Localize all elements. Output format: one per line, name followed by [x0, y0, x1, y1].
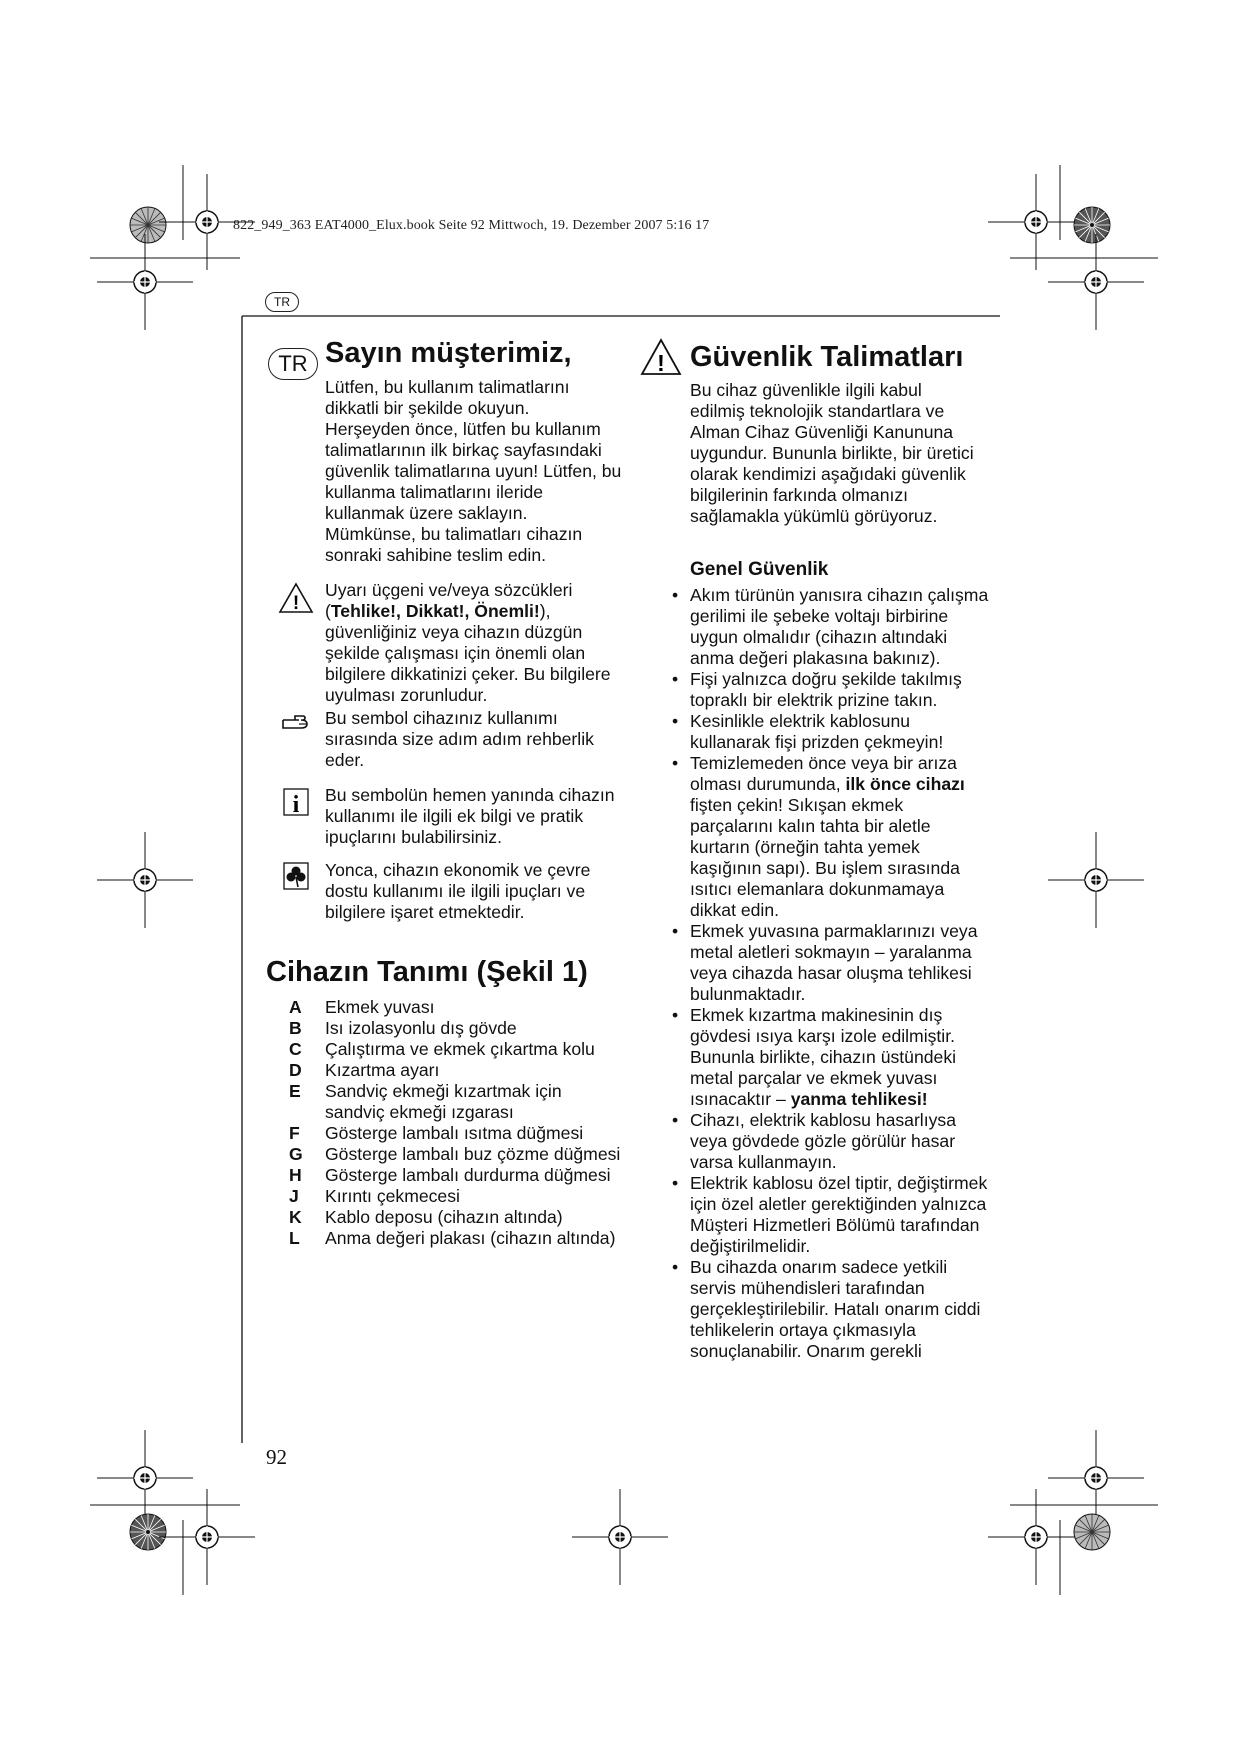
clover-icon — [283, 862, 309, 890]
safety-intro: Bu cihaz güvenlikle ilgili kabul edilmiş teknolojik standartlara ve Alman Cihaz Güvenliği Kanununa uygundur. Bununla birlikte, bir üretici olarak kendimizi aşağıdaki güvenlik bilgilerinin farkında olmanızı sağlamakla yükümlü görüyoruz. — [690, 380, 974, 526]
svg-text:!: ! — [292, 593, 300, 614]
intro-paragraph-2: Herşeyden önce, lütfen bu kullanım talimatlarının ilk birkaç sayfasındaki güvenlik talimatlarına uyun! Lütfen, bu kullanma talimatlarını ileride kullanmak üzere saklayın. Mümkünse, bu talimatları cihazın sonraki sahibine teslim edin. — [325, 419, 622, 565]
parts-list-item: L Anma değeri plakası (cihazın altında) — [289, 1228, 616, 1248]
clover-symbol-text: Yonca, cihazın ekonomik ve çevre dostu kullanımı ile ilgili ipuçları ve bilgilere işaret etmektedir. — [325, 860, 591, 922]
safety-bullet: • Cihazı, elektrik kablosu hasarlıysa veya gövdede gözle görülür hasar varsa kullanmayın. — [690, 1110, 990, 1173]
parts-list-item: F Gösterge lambalı ısıtma düğmesi — [289, 1123, 584, 1143]
svg-text:!: ! — [657, 350, 665, 376]
safety-bullet: • Kesinlikle elektrik kablosunu kullanarak fişi prizden çekmeyin! — [690, 711, 990, 753]
parts-list-item: A Ekmek yuvası — [289, 997, 435, 1017]
warning-triangle-icon — [640, 338, 682, 376]
info-symbol-text: Bu sembolün hemen yanında cihazın kullanımı ile ilgili ek bilgi ve pratik ipuçlarını bulabilirsiniz. — [325, 785, 615, 847]
parts-list — [289, 997, 623, 1249]
parts-list-item: J Kırıntı çekmecesi — [289, 1186, 460, 1206]
parts-list-item: D Kızartma ayarı — [289, 1060, 440, 1080]
parts-list-item: E Sandviç ekmeği kızartmak için sandviç ekmeği ızgarası — [289, 1081, 562, 1122]
hand-symbol-text: Bu sembol cihazınız kullanımı sırasında size adım adım rehberlik eder. — [325, 708, 594, 770]
warning-words: Tehlike!, Dikkat!, Önemli! — [330, 601, 540, 621]
parts-list-item: B Isı izolasyonlu dış gövde — [289, 1018, 517, 1038]
parts-list-item: K Kablo deposu (cihazın altında) — [289, 1207, 563, 1227]
language-badge-small: TR — [265, 292, 299, 312]
safety-bullet: • Akım türünün yanısıra cihazın çalışma gerilimi ile şebeke voltajı birbirine uygun olmalıdır (cihazın altındaki anma değeri plakasına bakınız). — [690, 585, 990, 669]
safety-bullet-list — [690, 585, 990, 1362]
safety-bullet: • Ekmek yuvasına parmaklarınızı veya metal aletleri sokmayın – yaralanma veya cihazda hasar oluşma tehlikesi bulunmaktadır. — [690, 921, 990, 1005]
parts-list-item: C Çalıştırma ve ekmek çıkartma kolu — [289, 1039, 595, 1059]
safety-bullet: • Temizlemeden önce veya bir arıza olması durumunda, ilk önce cihazı fişten çekin! Sıkışan ekmek parçalarını kalın tahta bir aletle kurtarın (örneğin tahta yemek kaşığının sapı). Bu işlem sırasında ısıtıcı elemanlara dokunmamaya dikkat edin. — [690, 753, 990, 921]
safety-bullet: • Ekmek kızartma makinesinin dış gövdesi ısıya karşı izole edilmiştir. Bununla birlikte, cihazın üstündeki metal parçalar ve ekmek yuvası ısınacaktır – yanma tehlikesi! — [690, 1005, 990, 1110]
svg-text:i: i — [292, 792, 300, 816]
warning-triangle-icon — [278, 582, 314, 614]
safety-bullet: • Fişi yalnızca doğru şekilde takılmış topraklı bir elektrik prizine takın. — [690, 669, 990, 711]
intro-text — [325, 377, 623, 566]
intro-paragraph-1: Lütfen, bu kullanım talimatlarını dikkatli bir şekilde okuyun. — [325, 377, 570, 418]
pointing-hand-icon — [281, 712, 311, 732]
device-description-title: Cihazın Tanımı (Şekil 1) — [266, 956, 588, 988]
greeting-title: Sayın müşterimiz, — [325, 337, 572, 369]
safety-title: Güvenlik Talimatları — [690, 341, 964, 373]
language-badge-large: TR — [268, 348, 318, 380]
general-safety-subtitle: Genel Güvenlik — [690, 559, 829, 580]
parts-list-item: G Gösterge lambalı buz çözme düğmesi — [289, 1144, 621, 1164]
warning-symbol-text: Uyarı üçgeni ve/veya sözcükleri (Tehlike!, Dikkat!, Önemli!), güvenliğiniz veya cihazın düzgün şekilde çalışması için önemli olan bilgilere dikkatinizi çeker. Bu bilgilere uyulması zorunludur. — [325, 580, 611, 705]
page-number: 92 — [266, 1445, 287, 1469]
parts-list-item: H Gösterge lambalı durdurma düğmesi — [289, 1165, 611, 1185]
info-icon — [283, 788, 309, 816]
safety-bullet: • Bu cihazda onarım sadece yetkili servis mühendisleri tarafından gerçekleştirilebilir. Hatalı onarım ciddi tehlikelerin ortaya çıkmasıyla sonuçlanabilir. Onarım gerekli — [690, 1257, 990, 1362]
safety-bullet: • Elektrik kablosu özel tiptir, değiştirmek için özel aletler gerektiğinden yalnızca Müşteri Hizmetleri Bölümü tarafından değiştirilmelidir. — [690, 1173, 990, 1257]
print-slug: 822_949_363 EAT4000_Elux.book Seite 92 Mittwoch, 19. Dezember 2007 5:16 17 — [233, 218, 710, 233]
